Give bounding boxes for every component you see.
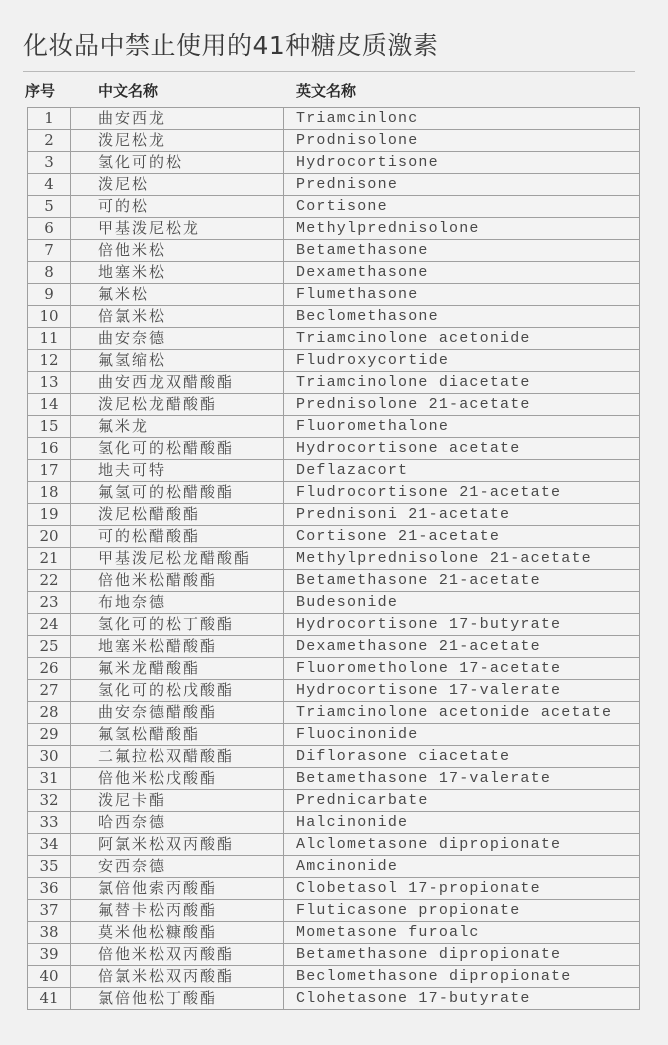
cell-chinese-name: 氢化可的松丁酸酯: [71, 614, 284, 636]
cell-number: 39: [28, 944, 71, 966]
cell-english-name: Dexamethasone: [284, 262, 640, 284]
cell-chinese-name: 倍他米松双丙酸酯: [71, 944, 284, 966]
cell-number: 14: [28, 394, 71, 416]
cell-chinese-name: 倍他米松醋酸酯: [71, 570, 284, 592]
table-row: [28, 966, 640, 988]
cell-chinese-name: 氟米龙醋酸酯: [71, 658, 284, 680]
cell-number: 35: [28, 856, 71, 878]
table-row: [28, 988, 640, 1010]
cell-english-name: Fluocinonide: [284, 724, 640, 746]
cell-chinese-name: 曲安西龙: [71, 108, 284, 130]
table-row: [28, 262, 640, 284]
table-row: [28, 152, 640, 174]
cell-english-name: Hydrocortisone 17-valerate: [284, 680, 640, 702]
cell-chinese-name: 氢化可的松戊酸酯: [71, 680, 284, 702]
table-row: [28, 570, 640, 592]
cell-number: 16: [28, 438, 71, 460]
cell-english-name: Betamethasone dipropionate: [284, 944, 640, 966]
cell-english-name: Betamethasone: [284, 240, 640, 262]
cell-number: 17: [28, 460, 71, 482]
cell-chinese-name: 泼尼松醋酸酯: [71, 504, 284, 526]
cell-english-name: Prodnisolone: [284, 130, 640, 152]
cell-chinese-name: 布地奈德: [71, 592, 284, 614]
table-row: [28, 680, 640, 702]
cell-chinese-name: 泼尼松: [71, 174, 284, 196]
cell-number: 2: [28, 130, 71, 152]
cell-english-name: Prednisoni 21-acetate: [284, 504, 640, 526]
glucocorticoid-table: [27, 107, 640, 1010]
table-row: [28, 460, 640, 482]
cell-chinese-name: 氯倍他索丙酸酯: [71, 878, 284, 900]
table-row: [28, 746, 640, 768]
table-body: [28, 108, 640, 1010]
cell-number: 27: [28, 680, 71, 702]
cell-number: 38: [28, 922, 71, 944]
cell-chinese-name: 氟氢松醋酸酯: [71, 724, 284, 746]
cell-number: 10: [28, 306, 71, 328]
cell-english-name: Deflazacort: [284, 460, 640, 482]
table-row: [28, 130, 640, 152]
cell-number: 9: [28, 284, 71, 306]
cell-number: 6: [28, 218, 71, 240]
cell-english-name: Fluorometholone 17-acetate: [284, 658, 640, 680]
cell-number: 3: [28, 152, 71, 174]
table-row: [28, 922, 640, 944]
cell-chinese-name: 可的松: [71, 196, 284, 218]
cell-number: 18: [28, 482, 71, 504]
table-row: [28, 614, 640, 636]
cell-chinese-name: 地夫可特: [71, 460, 284, 482]
cell-chinese-name: 泼尼松龙醋酸酯: [71, 394, 284, 416]
cell-chinese-name: 甲基泼尼松龙: [71, 218, 284, 240]
cell-english-name: Flumethasone: [284, 284, 640, 306]
cell-number: 12: [28, 350, 71, 372]
cell-chinese-name: 二氟拉松双醋酸酯: [71, 746, 284, 768]
cell-chinese-name: 氟氢可的松醋酸酯: [71, 482, 284, 504]
table-row: [28, 306, 640, 328]
cell-number: 24: [28, 614, 71, 636]
cell-english-name: Hydrocortisone 17-butyrate: [284, 614, 640, 636]
cell-chinese-name: 莫米他松糠酸酯: [71, 922, 284, 944]
table-row: [28, 526, 640, 548]
table-row: [28, 482, 640, 504]
cell-english-name: Methylprednisolone: [284, 218, 640, 240]
cell-chinese-name: 氟氢缩松: [71, 350, 284, 372]
cell-english-name: Prednisolone 21-acetate: [284, 394, 640, 416]
cell-number: 25: [28, 636, 71, 658]
cell-chinese-name: 氟替卡松丙酸酯: [71, 900, 284, 922]
table-row: [28, 636, 640, 658]
cell-english-name: Amcinonide: [284, 856, 640, 878]
table-row: [28, 702, 640, 724]
cell-chinese-name: 可的松醋酸酯: [71, 526, 284, 548]
cell-number: 28: [28, 702, 71, 724]
cell-number: 21: [28, 548, 71, 570]
cell-chinese-name: 泼尼卡酯: [71, 790, 284, 812]
cell-number: 13: [28, 372, 71, 394]
cell-chinese-name: 倍他米松戊酸酯: [71, 768, 284, 790]
table-row: [28, 790, 640, 812]
table-row: [28, 196, 640, 218]
cell-chinese-name: 氢化可的松醋酸酯: [71, 438, 284, 460]
cell-number: 19: [28, 504, 71, 526]
cell-english-name: Diflorasone ciacetate: [284, 746, 640, 768]
cell-chinese-name: 曲安奈德醋酸酯: [71, 702, 284, 724]
cell-english-name: Fluticasone propionate: [284, 900, 640, 922]
table-row: [28, 350, 640, 372]
table-row: [28, 416, 640, 438]
cell-number: 26: [28, 658, 71, 680]
cell-number: 32: [28, 790, 71, 812]
table-row: [28, 768, 640, 790]
cell-number: 29: [28, 724, 71, 746]
cell-english-name: Triamcinlonc: [284, 108, 640, 130]
cell-number: 34: [28, 834, 71, 856]
table-row: [28, 394, 640, 416]
cell-number: 4: [28, 174, 71, 196]
cell-chinese-name: 地塞米松醋酸酯: [71, 636, 284, 658]
cell-english-name: Cortisone 21-acetate: [284, 526, 640, 548]
table-row: [28, 240, 640, 262]
table-row: [28, 284, 640, 306]
cell-number: 7: [28, 240, 71, 262]
cell-chinese-name: 倍他米松: [71, 240, 284, 262]
cell-chinese-name: 氟米龙: [71, 416, 284, 438]
table-row: [28, 658, 640, 680]
cell-english-name: Betamethasone 21-acetate: [284, 570, 640, 592]
cell-chinese-name: 哈西奈德: [71, 812, 284, 834]
cell-chinese-name: 氢化可的松: [71, 152, 284, 174]
cell-english-name: Triamcinolone acetonide: [284, 328, 640, 350]
table-row: [28, 108, 640, 130]
cell-english-name: Prednicarbate: [284, 790, 640, 812]
cell-chinese-name: 氯倍他松丁酸酯: [71, 988, 284, 1010]
table-row: [28, 218, 640, 240]
cell-number: 22: [28, 570, 71, 592]
table-row: [28, 372, 640, 394]
title-divider: [23, 71, 635, 72]
table-row: [28, 592, 640, 614]
cell-chinese-name: 泼尼松龙: [71, 130, 284, 152]
cell-chinese-name: 曲安奈德: [71, 328, 284, 350]
cell-english-name: Fludroxycortide: [284, 350, 640, 372]
cell-number: 23: [28, 592, 71, 614]
cell-english-name: Prednisone: [284, 174, 640, 196]
column-header-number: 序号: [25, 82, 56, 100]
cell-number: 37: [28, 900, 71, 922]
cell-chinese-name: 倍氯米松双丙酸酯: [71, 966, 284, 988]
cell-chinese-name: 地塞米松: [71, 262, 284, 284]
table-row: [28, 900, 640, 922]
table-row: [28, 548, 640, 570]
cell-english-name: Hydrocortisone acetate: [284, 438, 640, 460]
cell-english-name: Cortisone: [284, 196, 640, 218]
cell-number: 11: [28, 328, 71, 350]
cell-number: 5: [28, 196, 71, 218]
cell-number: 20: [28, 526, 71, 548]
cell-english-name: Beclomethasone: [284, 306, 640, 328]
cell-english-name: Clobetasol 17-propionate: [284, 878, 640, 900]
cell-english-name: Betamethasone 17-valerate: [284, 768, 640, 790]
table-row: [28, 174, 640, 196]
cell-english-name: Clohetasone 17-butyrate: [284, 988, 640, 1010]
table-row: [28, 328, 640, 350]
cell-number: 36: [28, 878, 71, 900]
cell-chinese-name: 曲安西龙双醋酸酯: [71, 372, 284, 394]
cell-english-name: Hydrocortisone: [284, 152, 640, 174]
cell-number: 30: [28, 746, 71, 768]
table-row: [28, 438, 640, 460]
table-column-headers: [0, 80, 668, 104]
cell-number: 40: [28, 966, 71, 988]
column-header-english-name: 英文名称: [296, 82, 357, 100]
cell-english-name: Triamcinolone acetonide acetate: [284, 702, 640, 724]
cell-chinese-name: 氟米松: [71, 284, 284, 306]
table-row: [28, 812, 640, 834]
cell-number: 31: [28, 768, 71, 790]
table-row: [28, 878, 640, 900]
cell-number: 1: [28, 108, 71, 130]
cell-english-name: Budesonide: [284, 592, 640, 614]
cell-chinese-name: 阿氯米松双丙酸酯: [71, 834, 284, 856]
cell-number: 8: [28, 262, 71, 284]
cell-english-name: Mometasone furoalc: [284, 922, 640, 944]
cell-chinese-name: 甲基泼尼松龙醋酸酯: [71, 548, 284, 570]
page-title: 化妆品中禁止使用的41种糖皮质激素: [23, 31, 439, 60]
cell-english-name: Halcinonide: [284, 812, 640, 834]
cell-english-name: Fluoromethalone: [284, 416, 640, 438]
cell-number: 41: [28, 988, 71, 1010]
cell-number: 33: [28, 812, 71, 834]
cell-english-name: Triamcinolone diacetate: [284, 372, 640, 394]
table-row: [28, 834, 640, 856]
cell-english-name: Beclomethasone dipropionate: [284, 966, 640, 988]
cell-english-name: Methylprednisolone 21-acetate: [284, 548, 640, 570]
table-row: [28, 856, 640, 878]
column-header-chinese-name: 中文名称: [98, 82, 159, 100]
table-row: [28, 724, 640, 746]
table-row: [28, 504, 640, 526]
cell-number: 15: [28, 416, 71, 438]
cell-english-name: Alclometasone dipropionate: [284, 834, 640, 856]
cell-english-name: Fludrocortisone 21-acetate: [284, 482, 640, 504]
cell-chinese-name: 安西奈德: [71, 856, 284, 878]
cell-chinese-name: 倍氯米松: [71, 306, 284, 328]
table-row: [28, 944, 640, 966]
cell-english-name: Dexamethasone 21-acetate: [284, 636, 640, 658]
